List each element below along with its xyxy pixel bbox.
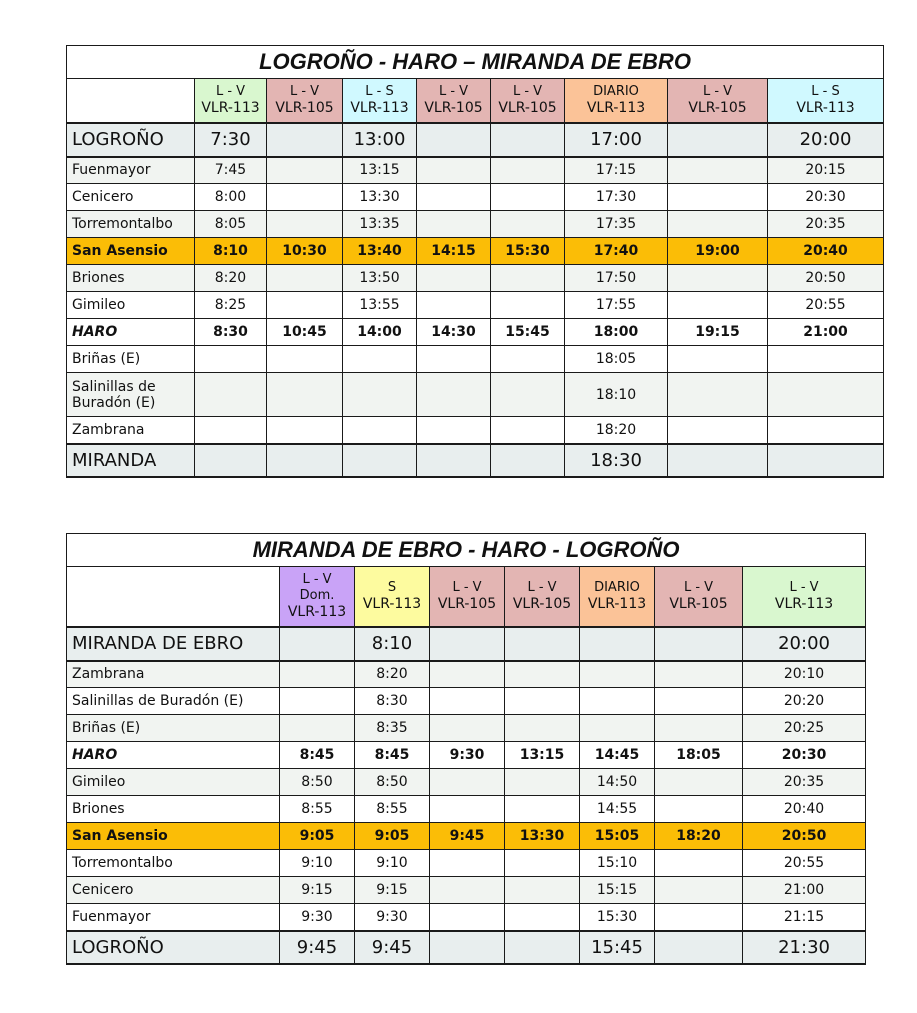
stop-name: MIRANDA DE EBRO: [67, 627, 280, 661]
departure-time: 14:50: [580, 769, 655, 796]
departure-time: [430, 688, 505, 715]
departure-time: 9:15: [355, 877, 430, 904]
departure-time: 15:15: [580, 877, 655, 904]
timetable-title: MIRANDA DE EBRO - HARO - LOGROÑO: [67, 534, 866, 567]
departure-time: 8:35: [355, 715, 430, 742]
stop-name: Salinillas de Buradón (E): [67, 373, 195, 417]
departure-time: 8:50: [280, 769, 355, 796]
service-header-line: VLR-113: [587, 596, 647, 613]
departure-time: [417, 444, 491, 477]
departure-time: [195, 417, 267, 444]
departure-time: [491, 292, 565, 319]
departure-time: 8:25: [195, 292, 267, 319]
service-header: [343, 79, 417, 123]
timetable-row: [67, 265, 884, 292]
departure-time: [267, 157, 343, 184]
departure-time: 18:05: [655, 742, 743, 769]
stop-name: Cenicero: [67, 184, 195, 211]
stop-name: Briñas (E): [67, 715, 280, 742]
service-header: [768, 79, 884, 123]
departure-time: [491, 373, 565, 417]
departure-time: [267, 292, 343, 319]
service-header-days: L - V: [789, 580, 819, 596]
departure-time: [491, 265, 565, 292]
departure-time: [417, 211, 491, 238]
service-header-line: VLR-105: [424, 100, 483, 117]
departure-time: 20:40: [768, 238, 884, 265]
departure-time: [768, 373, 884, 417]
departure-time: 19:00: [668, 238, 768, 265]
stop-name: Cenicero: [67, 877, 280, 904]
service-header-days: L - V: [452, 580, 482, 596]
timetable-row: [67, 292, 884, 319]
timetable-row: [67, 877, 866, 904]
stop-name: LOGROÑO: [67, 931, 280, 964]
departure-time: [430, 850, 505, 877]
departure-time: 13:50: [343, 265, 417, 292]
departure-time: [491, 123, 565, 157]
timetable-row: [67, 742, 866, 769]
timetable-row: [67, 850, 866, 877]
departure-time: 14:55: [580, 796, 655, 823]
departure-time: 17:30: [565, 184, 668, 211]
departure-time: [668, 157, 768, 184]
departure-time: 20:50: [743, 823, 866, 850]
departure-time: 21:00: [768, 319, 884, 346]
departure-time: 13:40: [343, 238, 417, 265]
departure-time: [280, 688, 355, 715]
departure-time: [267, 417, 343, 444]
departure-time: [768, 417, 884, 444]
service-header-line: VLR-113: [586, 100, 646, 117]
departure-time: 20:35: [768, 211, 884, 238]
departure-time: 13:15: [343, 157, 417, 184]
service-header-days: L - V: [215, 84, 246, 100]
departure-time: 20:00: [768, 123, 884, 157]
departure-time: 20:25: [743, 715, 866, 742]
stop-name: Briones: [67, 265, 195, 292]
departure-time: [505, 769, 580, 796]
departure-time: [343, 417, 417, 444]
departure-time: 13:30: [505, 823, 580, 850]
departure-time: 8:45: [355, 742, 430, 769]
departure-time: [417, 417, 491, 444]
departure-time: [655, 769, 743, 796]
departure-time: 9:10: [355, 850, 430, 877]
timetable-row: [67, 931, 866, 964]
departure-time: [417, 265, 491, 292]
departure-time: 9:15: [280, 877, 355, 904]
departure-time: [491, 157, 565, 184]
departure-time: [280, 627, 355, 661]
departure-time: [491, 346, 565, 373]
service-header-days: DIARIO: [593, 84, 639, 100]
departure-time: [491, 417, 565, 444]
timetable-row: [67, 444, 884, 477]
departure-time: 13:55: [343, 292, 417, 319]
stop-name: LOGROÑO: [67, 123, 195, 157]
departure-time: [491, 211, 565, 238]
departure-time: 19:15: [668, 319, 768, 346]
departure-time: 8:00: [195, 184, 267, 211]
stop-name: Salinillas de Buradón (E): [67, 688, 280, 715]
service-header: [655, 567, 743, 627]
departure-time: 18:20: [565, 417, 668, 444]
departure-time: [417, 373, 491, 417]
timetable-row: [67, 319, 884, 346]
departure-time: [505, 850, 580, 877]
departure-time: [655, 688, 743, 715]
service-header-line: VLR-113: [362, 596, 422, 613]
departure-time: [580, 627, 655, 661]
service-header-line: VLR-105: [275, 100, 334, 117]
service-header-line: VLR-105: [688, 100, 747, 117]
departure-time: [267, 444, 343, 477]
departure-time: [417, 157, 491, 184]
departure-time: [655, 796, 743, 823]
departure-time: [491, 444, 565, 477]
stop-name: Briñas (E): [67, 346, 195, 373]
timetable-miranda-logrono: [66, 533, 866, 965]
departure-time: [668, 123, 768, 157]
departure-time: 20:20: [743, 688, 866, 715]
departure-time: 14:00: [343, 319, 417, 346]
departure-time: 18:10: [565, 373, 668, 417]
timetable-row: [67, 904, 866, 931]
service-header: [668, 79, 768, 123]
departure-time: 20:15: [768, 157, 884, 184]
departure-time: 9:30: [355, 904, 430, 931]
stop-name: Gimileo: [67, 292, 195, 319]
departure-time: 21:15: [743, 904, 866, 931]
service-header-days: L - V: [438, 84, 469, 100]
departure-time: 8:20: [195, 265, 267, 292]
timetable-row: [67, 346, 884, 373]
departure-time: 18:05: [565, 346, 668, 373]
timetable-row: [67, 238, 884, 265]
departure-time: [505, 688, 580, 715]
departure-time: 8:10: [355, 627, 430, 661]
departure-time: 20:55: [768, 292, 884, 319]
departure-time: [430, 904, 505, 931]
service-header-days: S: [387, 580, 397, 596]
service-header-days: L - V: [302, 572, 332, 588]
departure-time: 21:30: [743, 931, 866, 964]
departure-time: [505, 904, 580, 931]
service-header: [743, 567, 866, 627]
departure-time: [505, 627, 580, 661]
service-header: [430, 567, 505, 627]
departure-time: [505, 796, 580, 823]
departure-time: [768, 346, 884, 373]
departure-time: 21:00: [743, 877, 866, 904]
departure-time: [505, 931, 580, 964]
stop-name: San Asensio: [67, 823, 280, 850]
timetable-logrono-miranda: [66, 45, 884, 478]
departure-time: 8:55: [355, 796, 430, 823]
departure-time: [343, 373, 417, 417]
departure-time: 13:30: [343, 184, 417, 211]
departure-time: 13:00: [343, 123, 417, 157]
stop-name: Torremontalbo: [67, 850, 280, 877]
service-header: [195, 79, 267, 123]
departure-time: [430, 931, 505, 964]
timetable-row: [67, 823, 866, 850]
departure-time: [668, 292, 768, 319]
departure-time: [491, 184, 565, 211]
timetable-row: [67, 796, 866, 823]
departure-time: [430, 715, 505, 742]
departure-time: [195, 444, 267, 477]
timetable-row: [67, 184, 884, 211]
service-header-days: L - V: [683, 580, 714, 596]
departure-time: 20:50: [768, 265, 884, 292]
service-header: [417, 79, 491, 123]
departure-time: [655, 850, 743, 877]
departure-time: [668, 265, 768, 292]
departure-time: 14:45: [580, 742, 655, 769]
departure-time: 8:20: [355, 661, 430, 688]
departure-time: [267, 184, 343, 211]
service-header-days: L - V: [702, 84, 733, 100]
departure-time: 14:30: [417, 319, 491, 346]
service-header: [491, 79, 565, 123]
departure-time: 8:30: [355, 688, 430, 715]
header-corner: [67, 79, 195, 123]
departure-time: [280, 661, 355, 688]
departure-time: 8:45: [280, 742, 355, 769]
service-header: [565, 79, 668, 123]
stop-name: MIRANDA: [67, 444, 195, 477]
timetable-row: [67, 627, 866, 661]
departure-time: 18:00: [565, 319, 668, 346]
departure-time: 15:30: [580, 904, 655, 931]
departure-time: 20:10: [743, 661, 866, 688]
service-header: [355, 567, 430, 627]
service-header: [505, 567, 580, 627]
service-header-days: DIARIO: [594, 580, 640, 596]
departure-time: 9:05: [280, 823, 355, 850]
service-header-days: L - S: [365, 84, 394, 100]
departure-time: [655, 715, 743, 742]
departure-time: [668, 417, 768, 444]
timetable-row: [67, 769, 866, 796]
timetable-row: [67, 157, 884, 184]
departure-time: [668, 373, 768, 417]
departure-time: 8:30: [195, 319, 267, 346]
departure-time: 9:30: [430, 742, 505, 769]
departure-time: [280, 715, 355, 742]
departure-time: 15:05: [580, 823, 655, 850]
departure-time: [655, 931, 743, 964]
departure-time: [417, 346, 491, 373]
departure-time: [267, 265, 343, 292]
departure-time: [668, 346, 768, 373]
departure-time: [580, 688, 655, 715]
departure-time: [343, 346, 417, 373]
departure-time: 10:30: [267, 238, 343, 265]
departure-time: 13:15: [505, 742, 580, 769]
departure-time: 8:10: [195, 238, 267, 265]
stop-name: Briones: [67, 796, 280, 823]
timetable-row: [67, 417, 884, 444]
service-header-line: VLR-113: [796, 100, 855, 117]
departure-time: 17:00: [565, 123, 668, 157]
departure-time: 9:45: [355, 931, 430, 964]
departure-time: [505, 715, 580, 742]
timetable-row: [67, 715, 866, 742]
departure-time: 17:50: [565, 265, 668, 292]
departure-time: 9:10: [280, 850, 355, 877]
stop-name: Gimileo: [67, 769, 280, 796]
departure-time: [668, 184, 768, 211]
departure-time: 10:45: [267, 319, 343, 346]
departure-time: [505, 661, 580, 688]
departure-time: 20:35: [743, 769, 866, 796]
departure-time: 7:30: [195, 123, 267, 157]
timetable-row: [67, 373, 884, 417]
departure-time: 17:15: [565, 157, 668, 184]
header-corner: [67, 567, 280, 627]
timetable-row: [67, 661, 866, 688]
departure-time: [430, 627, 505, 661]
departure-time: 8:50: [355, 769, 430, 796]
service-header-days: L - S: [811, 84, 840, 100]
service-header-line: VLR-113: [350, 100, 409, 117]
departure-time: 8:05: [195, 211, 267, 238]
departure-time: 15:30: [491, 238, 565, 265]
stop-name: Fuenmayor: [67, 904, 280, 931]
departure-time: [655, 661, 743, 688]
departure-time: 9:05: [355, 823, 430, 850]
service-header: [267, 79, 343, 123]
timetable-title: LOGROÑO - HARO – MIRANDA DE EBRO: [67, 46, 884, 79]
service-header-line: VLR-105: [437, 596, 497, 613]
service-header-line: VLR-113: [201, 100, 260, 117]
departure-time: 17:40: [565, 238, 668, 265]
departure-time: 9:30: [280, 904, 355, 931]
departure-time: [655, 877, 743, 904]
service-header-line: VLR-105: [669, 596, 728, 613]
departure-time: 20:30: [768, 184, 884, 211]
departure-time: 13:35: [343, 211, 417, 238]
departure-time: [668, 211, 768, 238]
service-header-days: L - V: [289, 84, 320, 100]
timetable-row: [67, 211, 884, 238]
departure-time: 17:55: [565, 292, 668, 319]
departure-time: [417, 292, 491, 319]
departure-time: [267, 373, 343, 417]
departure-time: [267, 346, 343, 373]
stop-name: Fuenmayor: [67, 157, 195, 184]
departure-time: [430, 877, 505, 904]
departure-time: 8:55: [280, 796, 355, 823]
service-header: [280, 567, 355, 627]
stop-name: San Asensio: [67, 238, 195, 265]
stop-name: Torremontalbo: [67, 211, 195, 238]
departure-time: 15:10: [580, 850, 655, 877]
departure-time: 20:55: [743, 850, 866, 877]
departure-time: 14:15: [417, 238, 491, 265]
departure-time: 18:30: [565, 444, 668, 477]
departure-time: [668, 444, 768, 477]
departure-time: [343, 444, 417, 477]
stop-name: HARO: [67, 742, 280, 769]
timetable-row: [67, 688, 866, 715]
service-header-line: VLR-113: [774, 596, 834, 613]
service-header-line: VLR-105: [512, 596, 572, 613]
departure-time: 20:00: [743, 627, 866, 661]
service-header: [580, 567, 655, 627]
departure-time: [267, 211, 343, 238]
service-header-extra: Dom.: [299, 588, 335, 604]
departure-time: [505, 877, 580, 904]
departure-time: [580, 715, 655, 742]
departure-time: [267, 123, 343, 157]
departure-time: 9:45: [280, 931, 355, 964]
service-header-line: VLR-105: [498, 100, 557, 117]
departure-time: 20:30: [743, 742, 866, 769]
timetable-row: [67, 123, 884, 157]
departure-time: [655, 904, 743, 931]
departure-time: 17:35: [565, 211, 668, 238]
departure-time: 18:20: [655, 823, 743, 850]
departure-time: [195, 373, 267, 417]
departure-time: [417, 123, 491, 157]
departure-time: 15:45: [580, 931, 655, 964]
departure-time: [430, 796, 505, 823]
departure-time: [655, 627, 743, 661]
departure-time: [768, 444, 884, 477]
stop-name: HARO: [67, 319, 195, 346]
departure-time: [195, 346, 267, 373]
departure-time: 9:45: [430, 823, 505, 850]
departure-time: [417, 184, 491, 211]
stop-name: Zambrana: [67, 417, 195, 444]
departure-time: [430, 661, 505, 688]
departure-time: 15:45: [491, 319, 565, 346]
service-header-line: VLR-113: [287, 604, 347, 621]
service-header-days: L - V: [512, 84, 543, 100]
departure-time: [580, 661, 655, 688]
departure-time: 20:40: [743, 796, 866, 823]
service-header-days: L - V: [527, 580, 557, 596]
departure-time: 7:45: [195, 157, 267, 184]
stop-name: Zambrana: [67, 661, 280, 688]
departure-time: [430, 769, 505, 796]
